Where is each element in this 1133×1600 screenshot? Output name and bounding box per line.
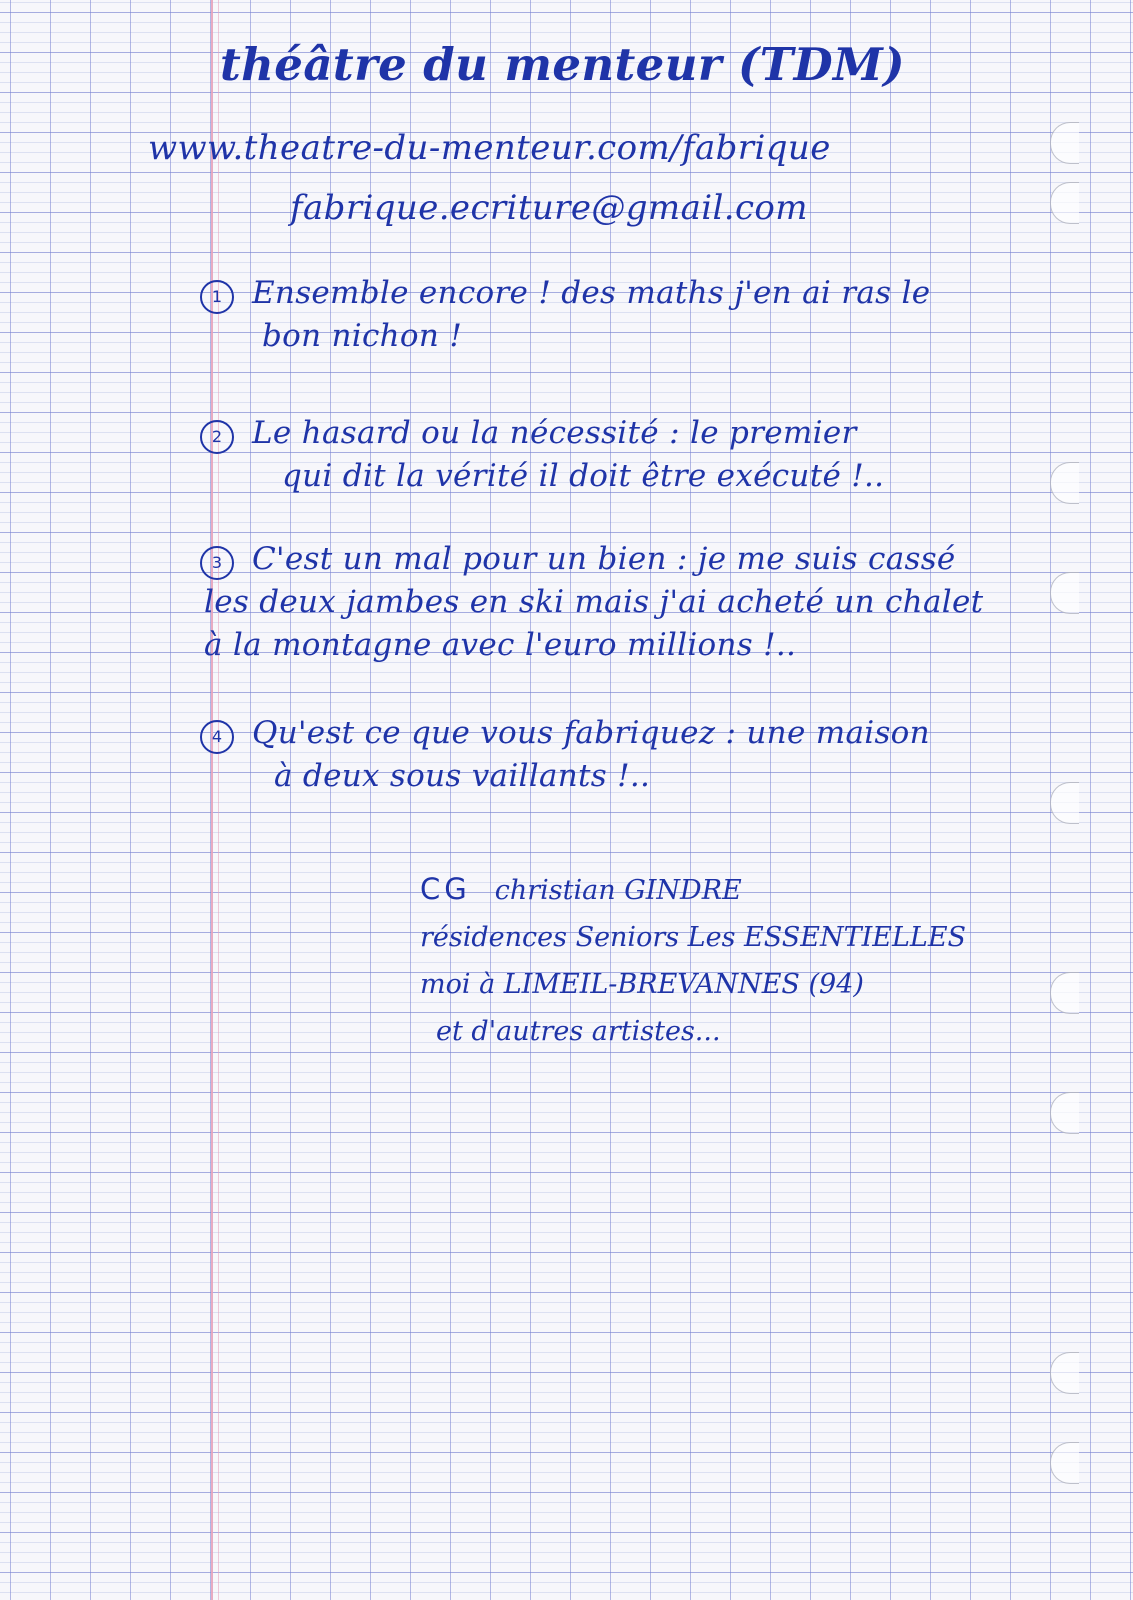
item-number: 2 <box>200 420 234 454</box>
signature-residence: résidences Seniors Les ESSENTIELLES <box>420 922 967 953</box>
signature-initials: CG <box>420 872 471 906</box>
signature-block <box>420 866 966 1055</box>
punch-hole <box>1050 122 1079 164</box>
punch-hole <box>1050 972 1079 1014</box>
list-item <box>200 412 884 498</box>
item-line: bon nichon ! <box>262 318 463 354</box>
item-line: à la montagne avec l'euro millions !.. <box>204 627 797 663</box>
item-line: Le hasard ou la nécessité : le premier <box>252 415 857 451</box>
signature-location: moi à LIMEIL-BREVANNES (94) <box>420 969 864 1000</box>
item-text <box>204 538 984 667</box>
signature-note: et d'autres artistes... <box>436 1016 721 1047</box>
margin-line <box>211 0 213 1600</box>
signature-name-line <box>420 866 966 914</box>
list-item <box>200 712 930 798</box>
website-url: www.theatre-du-menteur.com/fabrique <box>148 128 831 168</box>
punch-hole <box>1050 462 1079 504</box>
punch-hole <box>1050 782 1079 824</box>
item-number: 1 <box>200 280 234 314</box>
punch-hole <box>1050 1092 1079 1134</box>
item-line: C'est un mal pour un bien : je me suis cassé <box>252 541 956 577</box>
punch-hole <box>1050 572 1079 614</box>
item-text <box>252 712 930 798</box>
margin-line-inner <box>218 0 219 1600</box>
punch-hole <box>1050 182 1079 224</box>
item-line: Qu'est ce que vous fabriquez : une maison <box>252 715 930 751</box>
item-line: Ensemble encore ! des maths j'en ai ras le <box>252 275 931 311</box>
item-number: 3 <box>200 546 234 580</box>
item-number: 4 <box>200 720 234 754</box>
item-line: qui dit la vérité il doit être exécuté !.. <box>282 458 885 494</box>
contact-email: fabrique.ecriture@gmail.com <box>290 188 808 228</box>
punch-hole <box>1050 1442 1079 1484</box>
page-title: théâtre du menteur (TDM) <box>220 38 905 91</box>
punch-hole <box>1050 1352 1079 1394</box>
list-item <box>200 272 930 358</box>
signature-name: christian GINDRE <box>494 875 742 906</box>
list-item <box>200 538 983 667</box>
item-line: les deux jambes en ski mais j'ai acheté un chalet <box>204 584 984 620</box>
item-text <box>252 412 884 498</box>
item-text <box>252 272 930 358</box>
item-line: à deux sous vaillants !.. <box>274 758 651 794</box>
